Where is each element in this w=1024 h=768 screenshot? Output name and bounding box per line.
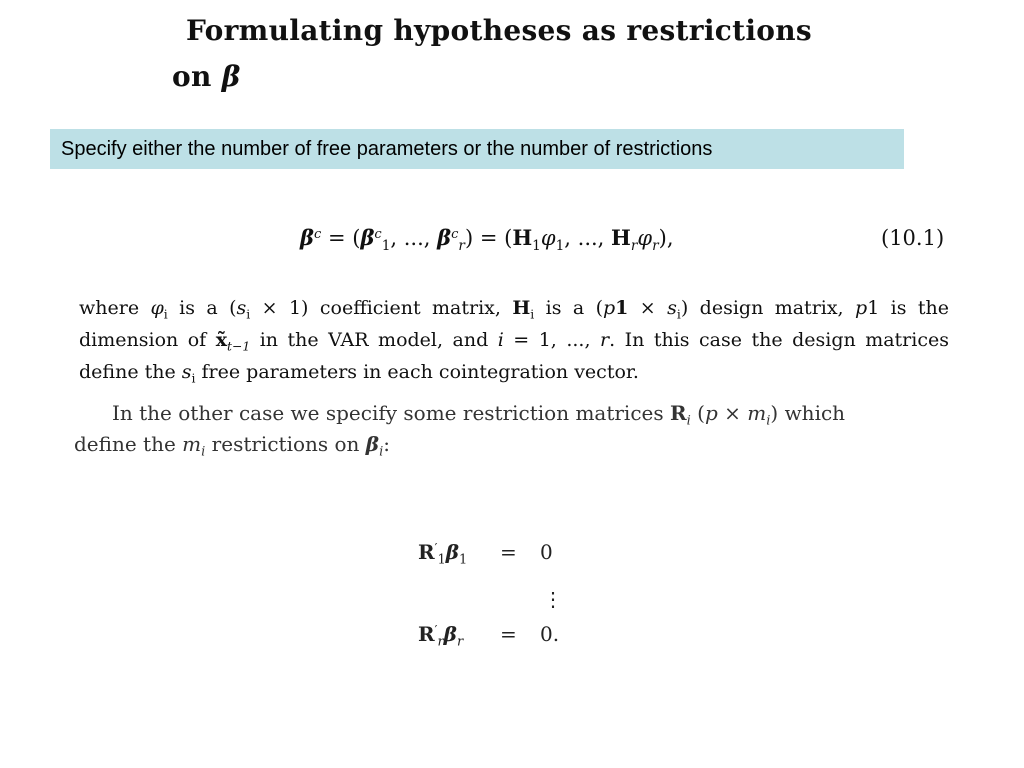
eq-H-1: H (512, 225, 533, 250)
eq-H-r: H (611, 225, 631, 250)
paragraph-design-matrices (79, 292, 949, 388)
restriction-row-1-lhs (418, 540, 468, 568)
eq-comma-2: , (423, 226, 431, 250)
eq-sup-c: c (313, 226, 322, 242)
eq-beta-r: β (437, 225, 452, 250)
p1-text-e: × (628, 297, 668, 319)
p1-phi: φ (150, 297, 164, 319)
p1-text-h: in the VAR model, and (250, 329, 498, 351)
eq-open-paren-2: ( (504, 226, 513, 250)
p1-s-sub-2: i (676, 307, 681, 322)
eq-beta-1: β (360, 225, 375, 250)
p1-phi-sub: i (163, 307, 168, 322)
eq-sup-c-1: c (374, 226, 382, 242)
r1-rhs: 0 (540, 540, 553, 564)
p1-text-a: where (79, 297, 151, 319)
eq-comma-1: , (390, 226, 398, 250)
p2-m-sub-1: i (766, 413, 771, 429)
eq-sup-c-r: c (451, 226, 459, 242)
eq-comma-3: , (564, 226, 571, 250)
r1-prime: ′ (434, 540, 438, 556)
equation-10-1 (300, 220, 674, 256)
eq-H-sub-r: r (630, 237, 638, 254)
paragraph-restriction-matrices (74, 398, 914, 460)
eq-comma-4: , (597, 226, 605, 250)
p1-s-3: s (181, 361, 192, 383)
rr-beta: β (443, 622, 457, 646)
p2-R: R (670, 401, 687, 425)
p1-text-j: . In this case the design matrices define the (79, 329, 949, 383)
rr-beta-sub: r (456, 634, 464, 650)
p2-p: p (704, 401, 718, 425)
title-line-2 (172, 54, 892, 100)
p2-text-a: In the other case we specify some restriction matrices (112, 401, 670, 425)
title-beta-symbol: β (221, 60, 241, 93)
restriction-row-r-lhs (418, 622, 464, 650)
r1-beta-sub: 1 (459, 552, 468, 568)
rr-prime: ′ (434, 622, 438, 638)
p1-i: i (497, 329, 504, 351)
p1-text-i: = 1, ..., (503, 329, 600, 351)
restriction-vdots: ⋮ (543, 587, 563, 611)
eq-equals-1: = (327, 226, 346, 250)
p1-s-2: s (667, 297, 677, 319)
p1-one: 1 (615, 297, 629, 319)
eq-close-paren-1: ) (464, 226, 474, 250)
eq-ellipsis-1: ... (403, 226, 424, 250)
p1-text-k: free parameters in each cointegration vector. (195, 361, 639, 383)
p2-text-c: ) which define the (74, 401, 846, 456)
p1-s-1: s (236, 297, 247, 319)
p1-s-sub-3: i (191, 371, 196, 386)
title-line-1: Formulating hypotheses as restrictions (186, 14, 812, 47)
p2-text-e: : (383, 432, 390, 456)
p2-m-sub-2: i (201, 444, 206, 460)
title-line-2-prefix: on (172, 60, 222, 93)
p1-text-c: × 1) coefficient matrix, (250, 297, 513, 319)
p1-H-sub: i (530, 307, 535, 322)
eq-phi-sub-r: r (652, 237, 659, 254)
eq-phi-r: φ (637, 226, 653, 250)
p2-times: × (717, 401, 748, 425)
p1-s-sub-1: i (246, 307, 251, 322)
equation-number: (10.1) (881, 226, 945, 250)
p2-text-b: ( (690, 401, 705, 425)
eq-open-paren-1: ( (352, 226, 361, 250)
p1-p-1: p (603, 297, 616, 319)
p1-r: r (599, 329, 610, 351)
p2-R-sub: i (686, 413, 691, 429)
eq-trailing: ), (658, 226, 674, 250)
eq-equals-2: = (479, 226, 498, 250)
r1-beta: β (445, 540, 460, 564)
r1-R: R (418, 540, 435, 564)
p1-p-2: p (855, 297, 868, 319)
p1-text-b: is a ( (167, 297, 237, 319)
eq-sub-1: 1 (381, 237, 391, 254)
eq-H-sub-1: 1 (532, 237, 541, 254)
p1-text-g: 1 is the dimension of (79, 297, 950, 351)
p1-x: x̃ (215, 329, 228, 351)
eq-sub-r: r (458, 237, 465, 254)
p2-beta: β (365, 432, 380, 456)
highlight-banner: Specify either the number of free parameters or the number of restrictions (50, 129, 904, 169)
eq-beta: β (300, 225, 314, 250)
rr-rhs: 0. (540, 622, 560, 646)
p1-text-f: ) design matrix, (680, 297, 856, 319)
rr-R-sub: r (437, 634, 444, 650)
p2-beta-sub: i (379, 444, 384, 460)
p1-text-d: is a ( (534, 297, 603, 319)
p2-m-1: m (747, 401, 767, 425)
r1-R-sub: 1 (437, 552, 446, 568)
p2-m-2: m (182, 432, 202, 456)
p2-text-d: restrictions on (205, 432, 366, 456)
p1-x-sub: t−1 (227, 339, 251, 354)
p1-H: H (512, 297, 531, 319)
r1-equals: = (500, 540, 517, 564)
rr-R: R (418, 622, 435, 646)
rr-equals: = (500, 622, 517, 646)
eq-phi-sub-1: 1 (555, 237, 565, 254)
eq-ellipsis-2: ... (577, 226, 598, 250)
eq-phi-1: φ (540, 226, 556, 250)
slide-title (172, 8, 892, 100)
